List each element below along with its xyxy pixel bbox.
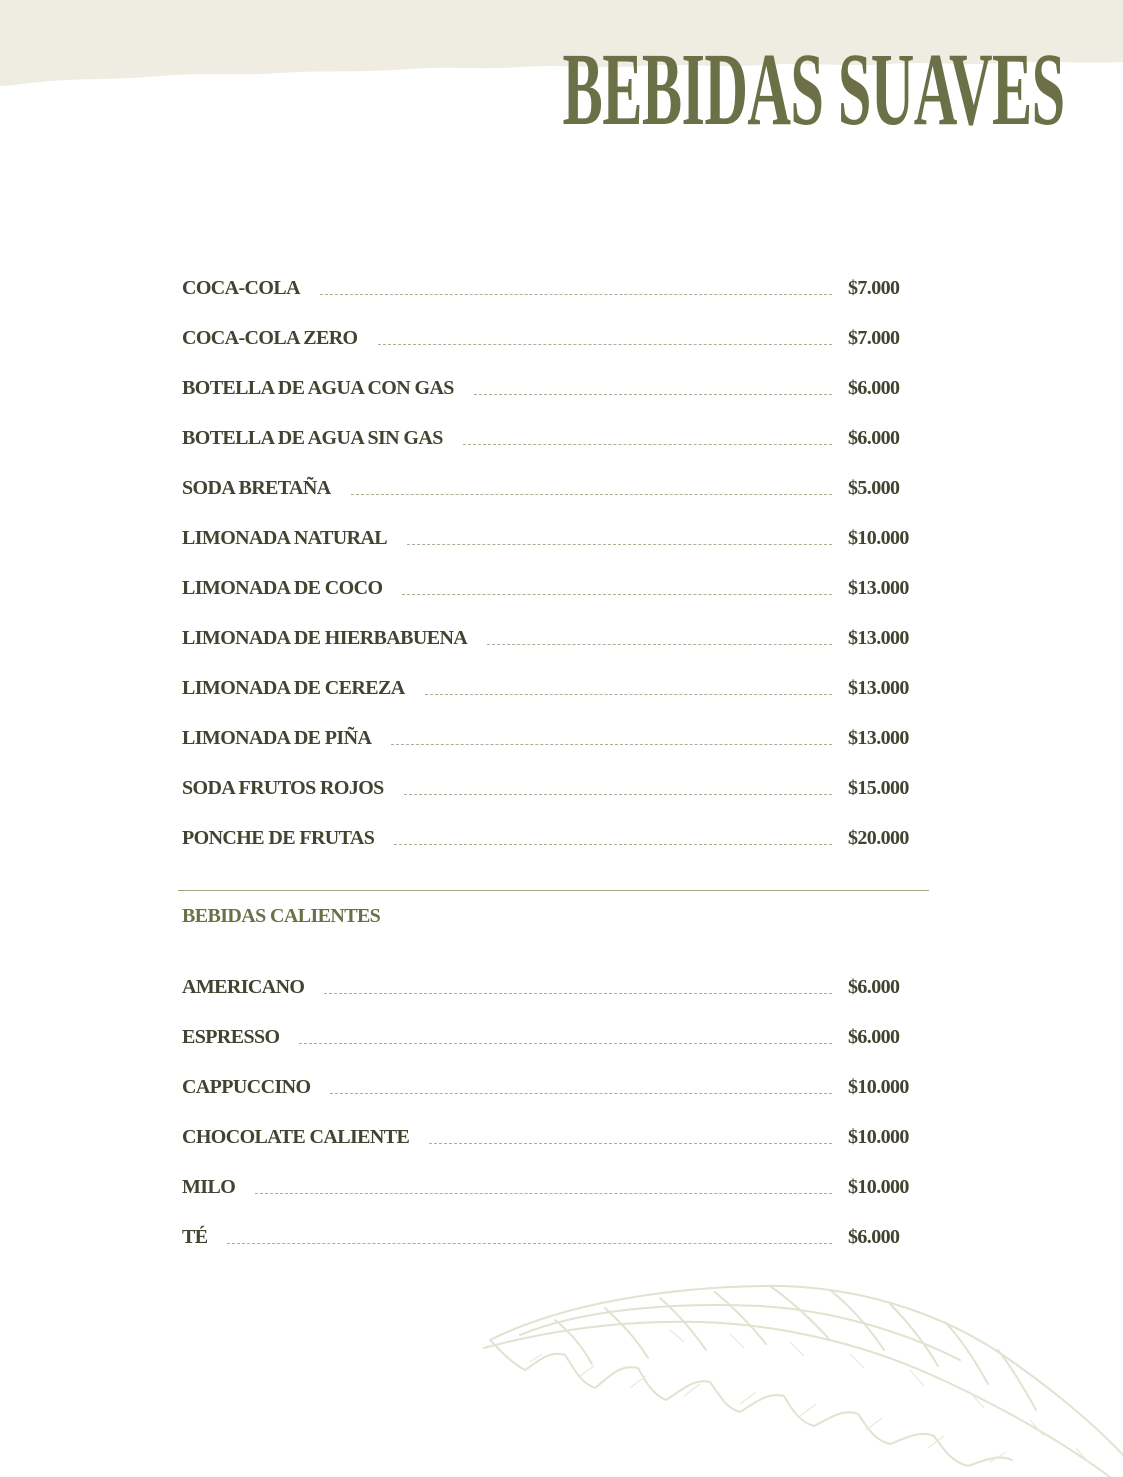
item-price: $6.000 <box>848 377 900 399</box>
item-price: $6.000 <box>848 1026 900 1048</box>
item-name: LIMONADA DE CEREZA <box>182 677 405 699</box>
dotted-leader <box>429 1143 832 1144</box>
menu-item <box>182 1112 922 1162</box>
menu-item <box>182 463 922 513</box>
dotted-leader <box>378 344 832 345</box>
soft-drinks-list <box>182 263 922 863</box>
menu-item <box>182 962 922 1012</box>
dotted-leader <box>487 644 832 645</box>
dotted-leader <box>407 544 832 545</box>
item-name: TÉ <box>182 1226 208 1248</box>
menu-item <box>182 813 922 863</box>
item-price: $13.000 <box>848 627 909 649</box>
dotted-leader <box>320 294 832 295</box>
dotted-leader <box>404 794 832 795</box>
item-price: $6.000 <box>848 976 900 998</box>
item-price: $10.000 <box>848 1176 909 1198</box>
item-name: SODA FRUTOS ROJOS <box>182 777 384 799</box>
item-price: $13.000 <box>848 677 909 699</box>
menu-item <box>182 663 922 713</box>
dotted-leader <box>425 694 832 695</box>
menu-item <box>182 513 922 563</box>
item-price: $5.000 <box>848 477 900 499</box>
item-price: $20.000 <box>848 827 909 849</box>
item-name: COCA-COLA <box>182 277 300 299</box>
menu-item <box>182 363 922 413</box>
menu-item <box>182 1162 922 1212</box>
item-price: $13.000 <box>848 727 909 749</box>
item-name: PONCHE DE FRUTAS <box>182 827 375 849</box>
dotted-leader <box>351 494 832 495</box>
dotted-leader <box>255 1193 832 1194</box>
item-price: $7.000 <box>848 277 900 299</box>
item-name: LIMONADA NATURAL <box>182 527 388 549</box>
item-name: MILO <box>182 1176 236 1198</box>
menu-item <box>182 713 922 763</box>
item-price: $6.000 <box>848 1226 900 1248</box>
item-name: LIMONADA DE HIERBABUENA <box>182 627 468 649</box>
dotted-leader <box>391 744 832 745</box>
dotted-leader <box>474 394 832 395</box>
menu-item <box>182 1062 922 1112</box>
item-price: $7.000 <box>848 327 900 349</box>
dotted-leader <box>324 993 832 994</box>
item-name: CAPPUCCINO <box>182 1076 311 1098</box>
item-price: $10.000 <box>848 1076 909 1098</box>
item-name: AMERICANO <box>182 976 305 998</box>
menu-item <box>182 263 922 313</box>
item-name: LIMONADA DE PIÑA <box>182 727 372 749</box>
menu-item <box>182 313 922 363</box>
dotted-leader <box>227 1243 832 1244</box>
section-heading-hot-drinks: BEBIDAS CALIENTES <box>182 905 381 927</box>
page-title: BEBIDAS SUAVES <box>562 32 1065 147</box>
item-price: $13.000 <box>848 577 909 599</box>
item-name: SODA BRETAÑA <box>182 477 331 499</box>
dotted-leader <box>394 844 832 845</box>
dotted-leader <box>299 1043 832 1044</box>
menu-item <box>182 1012 922 1062</box>
dotted-leader <box>463 444 832 445</box>
item-name: CHOCOLATE CALIENTE <box>182 1126 410 1148</box>
dotted-leader <box>402 594 832 595</box>
menu-item <box>182 763 922 813</box>
item-name: BOTELLA DE AGUA CON GAS <box>182 377 454 399</box>
dotted-leader <box>330 1093 832 1094</box>
item-name: COCA-COLA ZERO <box>182 327 358 349</box>
item-name: BOTELLA DE AGUA SIN GAS <box>182 427 443 449</box>
menu-item <box>182 563 922 613</box>
item-name: ESPRESSO <box>182 1026 280 1048</box>
item-price: $6.000 <box>848 427 900 449</box>
section-divider <box>178 890 929 891</box>
item-name: LIMONADA DE COCO <box>182 577 383 599</box>
item-price: $15.000 <box>848 777 909 799</box>
item-price: $10.000 <box>848 1126 909 1148</box>
menu-item <box>182 1212 922 1262</box>
hot-drinks-list <box>182 962 922 1262</box>
item-price: $10.000 <box>848 527 909 549</box>
menu-item <box>182 613 922 663</box>
menu-item <box>182 413 922 463</box>
banana-leaf-icon <box>470 1270 1123 1477</box>
